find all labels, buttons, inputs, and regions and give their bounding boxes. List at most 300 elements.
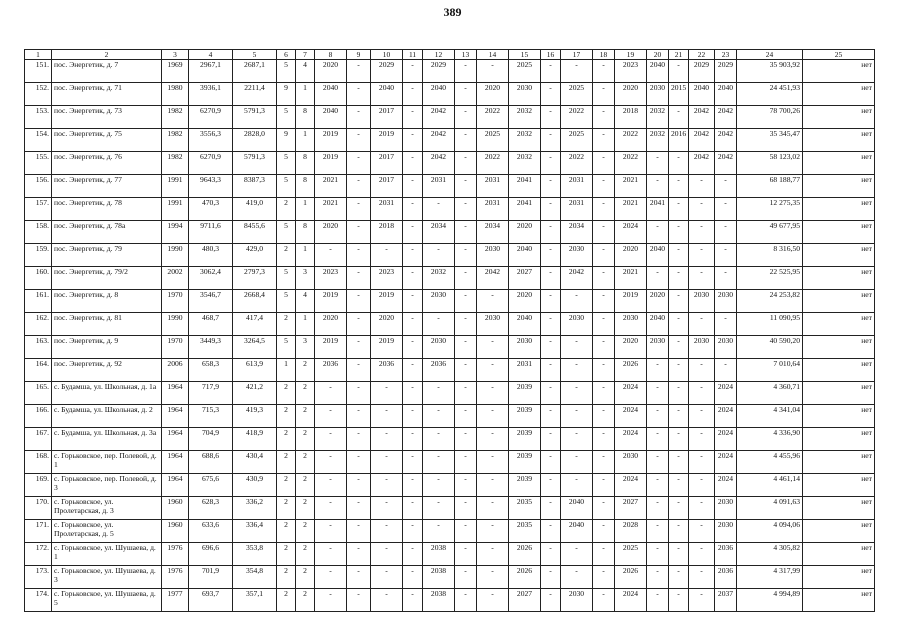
table-cell: - — [423, 313, 455, 336]
table-cell: 3546,7 — [189, 290, 233, 313]
table-cell: 1976 — [162, 543, 189, 566]
table-cell: 2029 — [689, 60, 715, 83]
table-cell: 6270,9 — [189, 152, 233, 175]
table-cell: 2024 — [715, 428, 737, 451]
table-cell: - — [647, 474, 669, 497]
table-cell: 1982 — [162, 152, 189, 175]
table-cell: 4 341,04 — [737, 405, 803, 428]
table-cell: - — [347, 83, 371, 106]
table-cell: - — [689, 221, 715, 244]
table-cell: 2026 — [509, 566, 541, 589]
table-cell: - — [347, 336, 371, 359]
table-cell: 2687,1 — [233, 60, 277, 83]
table-cell: нет — [803, 267, 875, 290]
table-cell: - — [669, 497, 689, 520]
table-cell: 5 — [277, 106, 296, 129]
table-cell: 2040 — [371, 83, 403, 106]
table-cell: - — [455, 175, 477, 198]
table-cell: - — [669, 175, 689, 198]
table-cell: - — [541, 313, 561, 336]
table-cell: - — [403, 152, 423, 175]
table-row — [25, 198, 875, 221]
table-cell: 2040 — [423, 83, 455, 106]
table-cell: 4 — [296, 60, 315, 83]
table-cell: 2024 — [615, 405, 647, 428]
table-cell: 2030 — [561, 244, 593, 267]
table-cell: 2031 — [561, 175, 593, 198]
table-cell: - — [347, 382, 371, 405]
table-cell: - — [371, 428, 403, 451]
table-cell: 717,9 — [189, 382, 233, 405]
table-cell: 2036 — [315, 359, 347, 382]
table-cell: 2021 — [615, 198, 647, 221]
table-cell: - — [561, 359, 593, 382]
table-cell: 354,8 — [233, 566, 277, 589]
table-cell: 8 — [296, 221, 315, 244]
table-cell: - — [315, 428, 347, 451]
table-cell: 2032 — [509, 106, 541, 129]
table-cell: - — [669, 589, 689, 612]
table-cell: 2041 — [509, 175, 541, 198]
table-cell: - — [669, 198, 689, 221]
table-cell: 2040 — [509, 313, 541, 336]
table-row — [25, 474, 875, 497]
table-cell: 2006 — [162, 359, 189, 382]
table-cell: 2036 — [423, 359, 455, 382]
table-cell: - — [593, 244, 615, 267]
table-cell: 1982 — [162, 129, 189, 152]
table-cell: 2031 — [423, 175, 455, 198]
table-cell: - — [715, 175, 737, 198]
table-cell: - — [477, 428, 509, 451]
table-cell: 2039 — [509, 451, 541, 474]
table-cell: - — [689, 543, 715, 566]
table-cell: 2020 — [477, 83, 509, 106]
table-cell: 658,3 — [189, 359, 233, 382]
table-cell: 4 305,82 — [737, 543, 803, 566]
table-cell: 2030 — [647, 336, 669, 359]
table-cell: - — [403, 359, 423, 382]
table-cell: 2 — [296, 451, 315, 474]
row-number-cell: 155. — [25, 152, 52, 175]
table-cell: - — [689, 405, 715, 428]
table-cell: - — [403, 198, 423, 221]
address-cell: пос. Энергетик, д. 81 — [52, 313, 162, 336]
table-cell: нет — [803, 152, 875, 175]
table-cell: - — [315, 474, 347, 497]
table-cell: - — [593, 129, 615, 152]
table-cell: нет — [803, 336, 875, 359]
table-cell: 2828,0 — [233, 129, 277, 152]
address-cell: пос. Энергетик, д. 7 — [52, 60, 162, 83]
row-number-cell: 169. — [25, 474, 52, 497]
table-cell: нет — [803, 428, 875, 451]
table-cell: 470,3 — [189, 198, 233, 221]
table-cell: 2030 — [477, 313, 509, 336]
table-cell: 2032 — [509, 129, 541, 152]
table-cell: - — [371, 244, 403, 267]
table-cell: - — [423, 405, 455, 428]
table-cell: нет — [803, 313, 875, 336]
table-row — [25, 497, 875, 520]
table-cell: 1970 — [162, 336, 189, 359]
table-cell: - — [541, 106, 561, 129]
table-cell: 336,4 — [233, 520, 277, 543]
table-cell: - — [647, 520, 669, 543]
column-header: 9 — [347, 50, 371, 60]
row-number-cell: 154. — [25, 129, 52, 152]
table-cell: 1 — [296, 129, 315, 152]
table-cell: 2 — [277, 313, 296, 336]
table-cell: 1960 — [162, 497, 189, 520]
table-cell: 4 336,90 — [737, 428, 803, 451]
table-cell: - — [455, 359, 477, 382]
table-cell: 1977 — [162, 589, 189, 612]
row-number-cell: 166. — [25, 405, 52, 428]
table-cell: 2211,4 — [233, 83, 277, 106]
table-cell: - — [455, 474, 477, 497]
table-cell: 12 275,35 — [737, 198, 803, 221]
column-header: 17 — [561, 50, 593, 60]
table-cell: - — [669, 451, 689, 474]
table-cell: 2017 — [371, 175, 403, 198]
table-cell: 2030 — [423, 290, 455, 313]
table-cell: 2025 — [561, 83, 593, 106]
address-cell: пос. Энергетик, д. 75 — [52, 129, 162, 152]
table-cell: 2022 — [615, 129, 647, 152]
table-cell: 2020 — [509, 290, 541, 313]
table-cell: - — [593, 221, 615, 244]
table-cell: 3062,4 — [189, 267, 233, 290]
table-cell: - — [593, 451, 615, 474]
table-cell: - — [371, 382, 403, 405]
table-cell: 78 700,26 — [737, 106, 803, 129]
table-cell: 2038 — [423, 543, 455, 566]
table-cell: - — [315, 405, 347, 428]
table-row — [25, 405, 875, 428]
table-row — [25, 175, 875, 198]
table-cell: 2019 — [315, 290, 347, 313]
table-cell: 2030 — [561, 313, 593, 336]
table-cell: 2034 — [561, 221, 593, 244]
table-cell: 4 994,89 — [737, 589, 803, 612]
table-cell: 24 451,93 — [737, 83, 803, 106]
table-cell: - — [689, 566, 715, 589]
table-cell: нет — [803, 359, 875, 382]
table-cell: - — [403, 566, 423, 589]
table-cell: 1964 — [162, 428, 189, 451]
table-cell: - — [669, 60, 689, 83]
table-row — [25, 106, 875, 129]
table-cell: 1 — [296, 198, 315, 221]
table-cell: - — [477, 497, 509, 520]
table-cell: 8455,6 — [233, 221, 277, 244]
table-cell: 2031 — [561, 198, 593, 221]
column-header: 15 — [509, 50, 541, 60]
table-cell: 2026 — [615, 359, 647, 382]
column-header: 2 — [52, 50, 162, 60]
table-cell: - — [647, 543, 669, 566]
table-cell: 2 — [296, 474, 315, 497]
table-cell: 2041 — [509, 198, 541, 221]
table-cell: - — [689, 313, 715, 336]
table-cell: 2031 — [477, 198, 509, 221]
table-cell: - — [541, 129, 561, 152]
table-cell: - — [593, 152, 615, 175]
table-cell: 353,8 — [233, 543, 277, 566]
table-cell: - — [593, 336, 615, 359]
column-header: 12 — [423, 50, 455, 60]
column-header: 13 — [455, 50, 477, 60]
table-cell: 2015 — [669, 83, 689, 106]
table-cell: - — [689, 198, 715, 221]
table-cell: - — [561, 382, 593, 405]
table-cell: - — [455, 497, 477, 520]
table-cell: 2021 — [615, 267, 647, 290]
table-cell: - — [715, 359, 737, 382]
table-cell: - — [669, 359, 689, 382]
table-cell: 49 677,95 — [737, 221, 803, 244]
table-cell: 2020 — [509, 221, 541, 244]
table-cell: 2042 — [689, 152, 715, 175]
table-cell: - — [541, 267, 561, 290]
table-cell: 2040 — [509, 244, 541, 267]
table-cell: 2040 — [647, 313, 669, 336]
table-cell: 2037 — [715, 589, 737, 612]
table-cell: 2040 — [647, 60, 669, 83]
address-cell: с. Горьковское, ул. Шушаева, д. 3 — [52, 566, 162, 589]
table-cell: 2002 — [162, 267, 189, 290]
table-cell: 2 — [296, 520, 315, 543]
table-cell: 2026 — [615, 566, 647, 589]
table-cell: 2039 — [509, 474, 541, 497]
table-cell: - — [455, 543, 477, 566]
table-cell: 1969 — [162, 60, 189, 83]
table-cell: - — [347, 129, 371, 152]
address-cell: с. Горьковское, ул. Пролетарская, д. 3 — [52, 497, 162, 520]
table-cell: 1964 — [162, 382, 189, 405]
table-cell: 2029 — [423, 60, 455, 83]
table-cell: 2042 — [477, 267, 509, 290]
table-cell: - — [347, 267, 371, 290]
table-row — [25, 520, 875, 543]
column-header: 14 — [477, 50, 509, 60]
table-cell: - — [371, 589, 403, 612]
table-cell: 701,9 — [189, 566, 233, 589]
table-cell: 2030 — [423, 336, 455, 359]
table-cell: 4 455,96 — [737, 451, 803, 474]
table-cell: 357,1 — [233, 589, 277, 612]
table-cell: - — [403, 589, 423, 612]
table-cell: 2 — [277, 589, 296, 612]
table-cell: - — [669, 566, 689, 589]
table-cell: - — [561, 336, 593, 359]
table-cell: - — [669, 244, 689, 267]
table-cell: 2027 — [509, 267, 541, 290]
table-cell: - — [541, 359, 561, 382]
table-cell: - — [647, 497, 669, 520]
table-cell: - — [403, 497, 423, 520]
table-cell: 336,2 — [233, 497, 277, 520]
table-cell: 2019 — [315, 129, 347, 152]
table-cell: 2019 — [371, 129, 403, 152]
table-cell: - — [347, 198, 371, 221]
table-row — [25, 428, 875, 451]
table-cell: 2042 — [423, 106, 455, 129]
table-cell: 2032 — [647, 106, 669, 129]
table-cell: - — [403, 543, 423, 566]
table-cell: - — [561, 543, 593, 566]
table-cell: 5 — [277, 267, 296, 290]
table-cell: - — [593, 83, 615, 106]
table-cell: 2022 — [561, 106, 593, 129]
table-cell: 2024 — [715, 405, 737, 428]
table-cell: - — [647, 382, 669, 405]
table-cell: 11 090,95 — [737, 313, 803, 336]
table-cell: 418,9 — [233, 428, 277, 451]
table-cell: 2019 — [315, 336, 347, 359]
table-cell: - — [669, 221, 689, 244]
data-table — [24, 49, 875, 612]
table-cell: - — [347, 405, 371, 428]
table-cell: - — [647, 451, 669, 474]
table-cell: 8 — [296, 175, 315, 198]
table-cell: 3449,3 — [189, 336, 233, 359]
table-cell: - — [593, 175, 615, 198]
table-cell: - — [371, 497, 403, 520]
table-cell: 628,3 — [189, 497, 233, 520]
table-cell: - — [689, 474, 715, 497]
table-cell: - — [347, 520, 371, 543]
table-cell: 2024 — [615, 474, 647, 497]
table-cell: 2020 — [615, 336, 647, 359]
table-cell: - — [347, 474, 371, 497]
table-cell: 2041 — [647, 198, 669, 221]
address-cell: пос. Энергетик, д. 79 — [52, 244, 162, 267]
address-cell: пос. Энергетик, д. 92 — [52, 359, 162, 382]
table-cell: 421,2 — [233, 382, 277, 405]
table-cell: 2040 — [647, 244, 669, 267]
table-cell: 1991 — [162, 175, 189, 198]
table-cell: 2042 — [561, 267, 593, 290]
table-cell: нет — [803, 497, 875, 520]
table-cell: 2967,1 — [189, 60, 233, 83]
table-cell: 8 — [296, 152, 315, 175]
table-cell: - — [315, 497, 347, 520]
table-cell: 4 091,63 — [737, 497, 803, 520]
table-cell: - — [423, 474, 455, 497]
table-cell: - — [541, 566, 561, 589]
table-cell: 2020 — [315, 221, 347, 244]
address-cell: пос. Энергетик, д. 78 — [52, 198, 162, 221]
table-cell: 2030 — [715, 290, 737, 313]
table-cell: 2035 — [509, 520, 541, 543]
table-cell: - — [541, 428, 561, 451]
table-cell: 2022 — [477, 152, 509, 175]
column-header: 5 — [233, 50, 277, 60]
table-cell: - — [347, 566, 371, 589]
column-header: 23 — [715, 50, 737, 60]
table-cell: - — [541, 83, 561, 106]
table-cell: - — [689, 520, 715, 543]
table-cell: 2025 — [509, 60, 541, 83]
table-cell: 2022 — [477, 106, 509, 129]
table-cell: - — [371, 405, 403, 428]
table-cell: 1990 — [162, 313, 189, 336]
table-cell: 2030 — [715, 497, 737, 520]
column-header: 21 — [669, 50, 689, 60]
table-cell: 675,6 — [189, 474, 233, 497]
table-cell: 2022 — [561, 152, 593, 175]
table-cell: 4 461,14 — [737, 474, 803, 497]
table-cell: 2021 — [315, 175, 347, 198]
row-number-cell: 172. — [25, 543, 52, 566]
table-cell: 2040 — [715, 83, 737, 106]
table-cell: - — [403, 405, 423, 428]
table-cell: 2 — [296, 428, 315, 451]
table-cell: 9 — [277, 83, 296, 106]
table-cell: - — [541, 520, 561, 543]
table-cell: - — [403, 290, 423, 313]
table-cell: 2026 — [509, 543, 541, 566]
table-cell: - — [715, 244, 737, 267]
table-cell: 24 253,82 — [737, 290, 803, 313]
table-cell: 1970 — [162, 290, 189, 313]
table-cell: - — [455, 198, 477, 221]
table-cell: - — [455, 405, 477, 428]
table-cell: нет — [803, 106, 875, 129]
table-cell: - — [541, 221, 561, 244]
table-cell: - — [541, 543, 561, 566]
table-cell: 2 — [277, 451, 296, 474]
table-cell: нет — [803, 451, 875, 474]
table-cell: - — [423, 244, 455, 267]
table-row — [25, 451, 875, 474]
table-cell: - — [669, 382, 689, 405]
table-cell: нет — [803, 221, 875, 244]
table-row — [25, 359, 875, 382]
table-cell: 2030 — [615, 313, 647, 336]
table-cell: 40 590,20 — [737, 336, 803, 359]
header-row — [25, 50, 875, 60]
table-cell: 1976 — [162, 566, 189, 589]
table-cell: - — [593, 313, 615, 336]
table-cell: - — [477, 520, 509, 543]
table-cell: 2016 — [669, 129, 689, 152]
table-cell: 1990 — [162, 244, 189, 267]
table-cell: - — [541, 152, 561, 175]
table-cell: - — [541, 290, 561, 313]
table-cell: 2020 — [647, 290, 669, 313]
table-cell: - — [593, 428, 615, 451]
table-cell: - — [593, 106, 615, 129]
table-cell: - — [541, 405, 561, 428]
table-cell: 2 — [277, 566, 296, 589]
table-cell: 2030 — [509, 336, 541, 359]
table-cell: - — [561, 405, 593, 428]
table-cell: - — [541, 244, 561, 267]
table-cell: нет — [803, 290, 875, 313]
table-cell: - — [315, 382, 347, 405]
table-cell: 2042 — [423, 129, 455, 152]
table-cell: 58 123,02 — [737, 152, 803, 175]
table-cell: 2032 — [509, 152, 541, 175]
table-cell: 2021 — [315, 198, 347, 221]
table-cell: 2020 — [315, 60, 347, 83]
table-cell: - — [403, 520, 423, 543]
table-cell: нет — [803, 543, 875, 566]
table-cell: - — [593, 267, 615, 290]
